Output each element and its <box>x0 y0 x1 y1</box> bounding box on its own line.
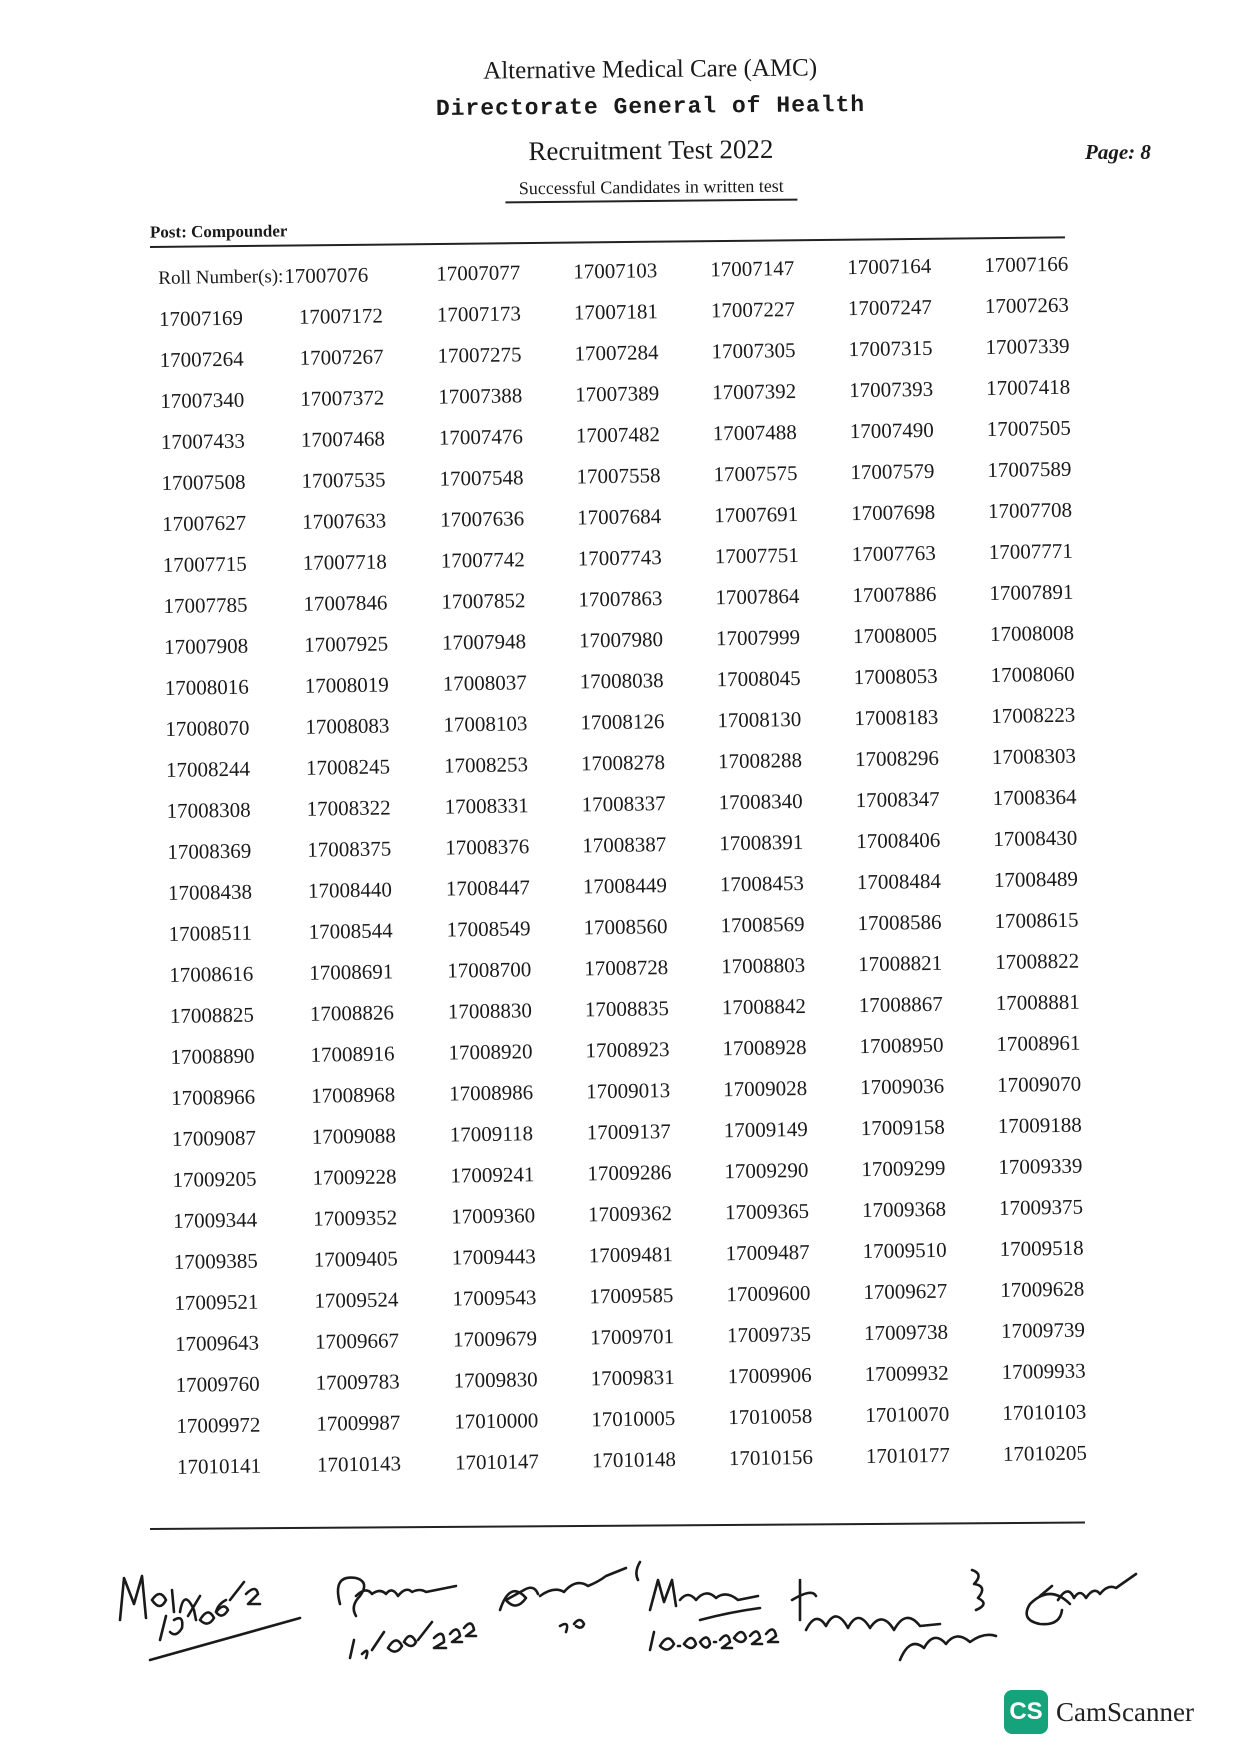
roll-number: 17009543 <box>452 1285 537 1311</box>
roll-number: 17008083 <box>305 713 390 739</box>
roll-number: 17009443 <box>451 1244 536 1270</box>
roll-number: 17010177 <box>865 1442 951 1469</box>
roll-number: 17007315 <box>848 335 933 362</box>
roll-number: 17008060 <box>990 661 1075 687</box>
roll-number: 17008544 <box>308 918 393 944</box>
roll-number: 17009286 <box>587 1160 672 1186</box>
roll-number: 17007684 <box>576 504 662 530</box>
roll-number: 17007925 <box>303 631 389 657</box>
roll-number: 17007164 <box>847 253 932 280</box>
roll-number: 17010141 <box>176 1453 262 1479</box>
roll-number: 17007852 <box>441 588 526 614</box>
roll-number: 17008728 <box>584 955 669 981</box>
roll-number: 17007751 <box>714 542 799 569</box>
roll-number: 17008340 <box>718 788 803 815</box>
roll-number: 17010000 <box>454 1408 539 1434</box>
roll-number: 17008375 <box>307 836 392 862</box>
roll-number: 17007476 <box>438 424 524 450</box>
roll-number: 17009585 <box>589 1283 674 1309</box>
roll-number: 17007505 <box>986 415 1071 442</box>
roll-number: 17008447 <box>445 875 531 901</box>
roll-number: 17009600 <box>726 1280 811 1307</box>
roll-number: 17008560 <box>583 914 668 940</box>
roll-number: 17008867 <box>858 991 943 1018</box>
roll-number: 17007339 <box>985 333 1070 360</box>
roll-number: 17009481 <box>588 1242 673 1268</box>
roll-number: 17007263 <box>984 292 1070 319</box>
roll-number: 17007340 <box>160 387 245 413</box>
roll-number: 17008923 <box>585 1037 670 1063</box>
roll-number: 17007275 <box>437 342 522 368</box>
signature-moin <box>120 1576 300 1660</box>
roll-number: 17007227 <box>710 297 796 323</box>
roll-number: 17007389 <box>575 381 660 407</box>
roll-number: 17008103 <box>443 711 528 737</box>
roll-number-label: Roll Number(s): <box>158 265 284 289</box>
roll-number: 17008961 <box>996 1030 1081 1056</box>
list-subtitle: Successful Candidates in written test <box>505 173 798 204</box>
roll-number: 17008045 <box>716 665 801 692</box>
roll-number: 17009643 <box>174 1330 260 1356</box>
roll-number: 17007708 <box>987 497 1073 523</box>
roll-number: 17009137 <box>586 1119 671 1145</box>
roll-number: 17008549 <box>446 916 531 942</box>
roll-number: 17008322 <box>306 795 391 821</box>
roll-number: 17008331 <box>444 793 529 819</box>
organization-name: Alternative Medical Care (AMC) <box>483 54 818 85</box>
directorate-name: Directorate General of Health <box>435 91 866 123</box>
roll-number: 17008511 <box>168 920 253 946</box>
roll-number: 17008223 <box>991 702 1076 728</box>
roll-number: 17007267 <box>299 344 384 370</box>
roll-number: 17009360 <box>450 1203 536 1229</box>
roll-number: 17008038 <box>579 668 664 694</box>
roll-number: 17008296 <box>854 745 940 772</box>
roll-number: 17008183 <box>854 704 939 731</box>
roll-number: 17007575 <box>713 460 798 487</box>
roll-number: 17009906 <box>727 1362 812 1389</box>
roll-number: 17007999 <box>715 624 801 651</box>
roll-number: 17007785 <box>163 592 248 618</box>
roll-number: 17007589 <box>987 456 1072 482</box>
roll-number: 17008920 <box>448 1039 533 1065</box>
roll-number: 17007103 <box>573 258 658 284</box>
roll-number: 17009087 <box>171 1125 257 1151</box>
roll-number: 17009627 <box>863 1278 948 1305</box>
roll-number: 17007264 <box>159 346 244 372</box>
roll-number: 17009521 <box>174 1289 259 1315</box>
roll-number: 17009385 <box>173 1248 258 1274</box>
roll-number: 17008830 <box>447 998 533 1024</box>
roll-number: 17008308 <box>166 797 251 823</box>
roll-number: 17008453 <box>719 870 805 897</box>
roll-number: 17008053 <box>853 663 938 690</box>
roll-number: 17009365 <box>724 1198 810 1225</box>
roll-number: 17009783 <box>315 1369 400 1395</box>
roll-number: 17008278 <box>580 750 666 776</box>
page-number: Page: 8 <box>1085 140 1151 164</box>
roll-number: 17008890 <box>170 1043 255 1069</box>
roll-number: 17008037 <box>442 670 527 696</box>
signature-sixth <box>1027 1574 1136 1624</box>
roll-number: 17007548 <box>439 465 524 491</box>
roll-number: 17009679 <box>452 1326 538 1352</box>
roll-number: 17008881 <box>995 989 1080 1015</box>
roll-number: 17008616 <box>169 961 254 987</box>
roll-number: 17008586 <box>857 909 942 936</box>
roll-number: 17009299 <box>861 1155 946 1182</box>
roll-number: 17009735 <box>726 1321 812 1348</box>
roll-number: 17009352 <box>312 1205 398 1231</box>
roll-number: 17008288 <box>717 747 803 774</box>
roll-number: 17008438 <box>167 879 253 905</box>
roll-number: 17009070 <box>996 1071 1082 1097</box>
roll-number: 17009739 <box>1000 1317 1086 1343</box>
roll-number: 17007886 <box>852 581 937 608</box>
roll-number: 17007558 <box>576 463 661 489</box>
roll-number: 17007863 <box>578 586 663 612</box>
roll-number: 17008245 <box>305 754 391 780</box>
roll-number: 17009228 <box>312 1164 397 1190</box>
roll-number: 17008489 <box>993 866 1079 892</box>
roll-number: 17009628 <box>1000 1276 1085 1302</box>
roll-number: 17009290 <box>724 1157 809 1184</box>
roll-number: 17007393 <box>848 376 934 403</box>
roll-number: 17007698 <box>850 499 936 526</box>
roll-number: 17009760 <box>175 1371 260 1397</box>
roll-number: 17007742 <box>440 547 525 573</box>
roll-number: 17007980 <box>578 627 664 653</box>
roll-number: 17007181 <box>573 299 659 325</box>
roll-number: 17008615 <box>994 907 1079 933</box>
roll-number: 17009701 <box>589 1324 675 1350</box>
roll-number: 17009205 <box>172 1166 257 1192</box>
roll-number: 17010143 <box>316 1451 402 1477</box>
roll-number: 17008387 <box>582 832 667 858</box>
roll-number: 17007305 <box>711 337 796 364</box>
roll-number: 17008691 <box>309 959 394 985</box>
roll-number: 17007715 <box>162 551 248 577</box>
roll-number: 17008928 <box>722 1034 807 1061</box>
roll-number: 17009933 <box>1001 1358 1086 1384</box>
roll-number: 17009375 <box>998 1194 1084 1220</box>
roll-number: 17009158 <box>860 1114 945 1141</box>
roll-number: 17009028 <box>722 1075 808 1102</box>
roll-number: 17008253 <box>443 752 529 778</box>
roll-number: 17007508 <box>161 469 246 495</box>
roll-number: 17009972 <box>176 1412 261 1438</box>
camscanner-label: CamScanner <box>1056 1696 1194 1727</box>
roll-number: 17008916 <box>310 1041 395 1067</box>
roll-number: 17007247 <box>847 294 933 321</box>
roll-number: 17009241 <box>450 1162 535 1188</box>
roll-number: 17007908 <box>163 633 249 659</box>
roll-number: 17007948 <box>441 629 527 655</box>
roll-number: 17008569 <box>720 911 805 938</box>
roll-number: 17009339 <box>998 1153 1083 1179</box>
roll-number: 17007636 <box>439 506 525 532</box>
roll-number: 17009738 <box>863 1319 949 1346</box>
roll-number: 17007392 <box>711 378 797 405</box>
test-title: Recruitment Test 2022 <box>528 133 774 167</box>
roll-number: 17007173 <box>436 301 522 327</box>
roll-number: 17007535 <box>301 467 386 493</box>
roll-number: 17010205 <box>1002 1440 1088 1466</box>
roll-number: 17009368 <box>861 1196 947 1223</box>
roll-number: 17008968 <box>310 1082 396 1108</box>
roll-number: 17008070 <box>165 715 250 741</box>
roll-number: 17007468 <box>300 426 386 452</box>
roll-number: 17007077 <box>436 260 521 286</box>
roll-number: 17008966 <box>171 1084 256 1110</box>
roll-number: 17007864 <box>715 583 800 610</box>
roll-number: 17008826 <box>309 1000 395 1026</box>
signature-second <box>338 1578 476 1658</box>
roll-number: 17008406 <box>856 827 941 854</box>
roll-number: 17008008 <box>989 620 1075 646</box>
roll-number: 17008822 <box>994 948 1080 974</box>
roll-number: 17009830 <box>453 1367 538 1393</box>
roll-number: 17007488 <box>712 419 798 446</box>
roll-number: 17008130 <box>717 706 802 733</box>
signature-fourth <box>650 1580 778 1650</box>
roll-number: 17009405 <box>313 1246 398 1272</box>
signature-third <box>500 1562 640 1632</box>
roll-number: 17008005 <box>852 622 938 649</box>
signature-area <box>0 1500 1240 1680</box>
roll-number: 17008430 <box>993 825 1078 851</box>
roll-number: 17008347 <box>855 786 940 813</box>
roll-number: 17007172 <box>298 303 384 329</box>
roll-number: 17008391 <box>719 829 804 856</box>
roll-number: 17009344 <box>172 1207 258 1233</box>
roll-number: 17007372 <box>300 385 385 411</box>
roll-number: 17009667 <box>314 1328 400 1354</box>
roll-number: 17007633 <box>301 508 387 534</box>
roll-number: 17010005 <box>591 1406 676 1432</box>
roll-number: 17009188 <box>997 1112 1082 1138</box>
roll-number: 17007147 <box>710 256 795 282</box>
roll-number-list <box>158 243 1137 1488</box>
roll-number: 17008019 <box>304 672 389 698</box>
signature-fifth <box>792 1570 996 1660</box>
roll-number: 17008449 <box>582 873 668 899</box>
roll-number: 17010070 <box>865 1401 950 1428</box>
roll-number: 17007482 <box>575 422 661 448</box>
roll-number: 17009149 <box>723 1116 808 1143</box>
camscanner-logo: CS <box>1004 1690 1048 1734</box>
roll-number: 17009524 <box>314 1287 399 1313</box>
roll-number: 17009013 <box>585 1078 671 1104</box>
roll-number: 17007763 <box>851 540 936 567</box>
roll-number: 17007166 <box>984 251 1069 278</box>
roll-number: 17007718 <box>302 549 387 575</box>
document-header <box>0 46 1240 208</box>
roll-number: 17007169 <box>158 305 244 331</box>
roll-number: 17008364 <box>992 784 1077 810</box>
camscanner-watermark <box>1004 1690 1194 1734</box>
roll-number: 17009831 <box>590 1365 675 1391</box>
roll-number: 17008803 <box>721 952 806 979</box>
roll-number: 17008303 <box>991 743 1077 769</box>
roll-number: 17008369 <box>167 838 252 864</box>
roll-number: 17008700 <box>447 957 532 983</box>
roll-number: 17007771 <box>988 538 1073 564</box>
roll-number: 17009362 <box>587 1201 673 1227</box>
roll-number: 17008440 <box>307 877 393 903</box>
roll-number: 17007743 <box>577 545 662 571</box>
roll-number: 17009987 <box>316 1410 401 1436</box>
roll-number: 17007388 <box>438 383 523 409</box>
roll-number: 17009118 <box>449 1121 534 1147</box>
roll-number: 17009088 <box>311 1123 396 1149</box>
roll-number: 17008126 <box>580 709 665 735</box>
roll-number: 17007433 <box>160 428 246 454</box>
roll-number: 17010103 <box>1002 1399 1087 1425</box>
roll-number: 17008484 <box>856 868 942 895</box>
roll-number: 17010058 <box>728 1403 813 1430</box>
roll-number: 17010147 <box>454 1449 540 1475</box>
roll-number: 17007691 <box>713 501 799 528</box>
roll-number: 17008825 <box>169 1002 255 1028</box>
roll-number: 17008337 <box>581 791 666 817</box>
roll-number: 17007284 <box>574 340 659 366</box>
roll-number: 17009510 <box>862 1237 947 1264</box>
roll-number: 17007490 <box>849 417 934 444</box>
roll-number: 17009036 <box>859 1073 945 1100</box>
roll-number: 17007579 <box>850 458 935 485</box>
roll-number: 17008842 <box>721 993 807 1020</box>
roll-number: 17007846 <box>303 590 388 616</box>
roll-number: 17008244 <box>165 756 251 782</box>
post-label: Post: Compounder <box>149 221 288 242</box>
roll-number: 17007891 <box>989 579 1074 605</box>
roll-number: 17008835 <box>584 996 670 1022</box>
roll-number: 17008950 <box>859 1032 944 1059</box>
roll-number: 17010148 <box>591 1447 677 1473</box>
roll-number: 17007076 <box>284 262 369 289</box>
roll-number: 17008016 <box>164 674 249 700</box>
roll-number: 17008821 <box>857 950 943 977</box>
roll-number: 17008376 <box>445 834 530 860</box>
roll-number: 17007627 <box>161 510 247 536</box>
roll-number: 17010156 <box>728 1444 814 1471</box>
roll-number: 17008986 <box>448 1080 534 1106</box>
roll-number: 17007418 <box>985 374 1071 401</box>
roll-number: 17009487 <box>725 1239 810 1266</box>
signatures-image <box>0 1500 1240 1680</box>
roll-number: 17009932 <box>864 1360 949 1387</box>
roll-number: 17009518 <box>999 1235 1084 1261</box>
